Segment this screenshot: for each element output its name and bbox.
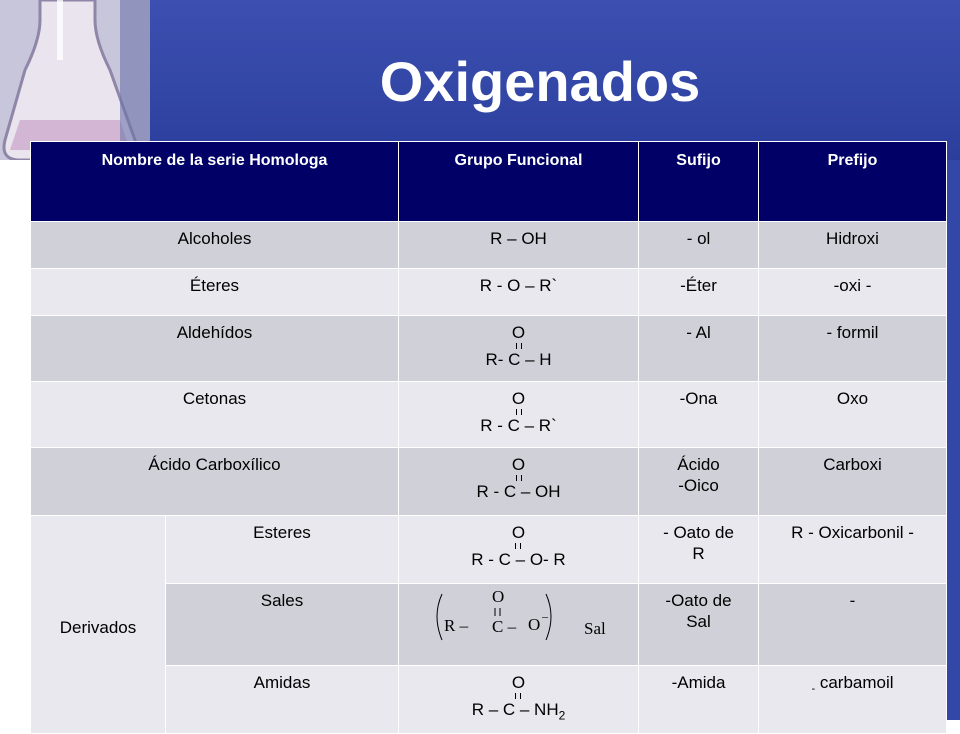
- row-prefix: -: [759, 584, 947, 666]
- suffix-line: Ácido: [677, 455, 720, 474]
- table-row: [31, 516, 947, 584]
- row-name: Sales: [166, 584, 399, 666]
- table-header-row: [31, 142, 947, 222]
- salt-sal: Sal: [583, 619, 606, 638]
- row-group: [399, 516, 639, 584]
- row-group: R – OH: [399, 222, 639, 269]
- row-suffix: - Al: [639, 316, 759, 382]
- row-name: Cetonas: [31, 382, 399, 448]
- row-group: R - O – R`: [399, 269, 639, 316]
- row-suffix: -Éter: [639, 269, 759, 316]
- row-group: [399, 584, 639, 666]
- header-grupo: Grupo Funcional: [399, 142, 639, 222]
- carbonyl-oxygen: O: [511, 323, 526, 342]
- derivados-label: Derivados: [31, 516, 166, 734]
- group-formula: R - C – OH: [476, 482, 561, 501]
- salt-charge: –: [541, 609, 548, 623]
- row-suffix: [639, 516, 759, 584]
- row-group: [399, 666, 639, 734]
- header-sufijo: Sufijo: [639, 142, 759, 222]
- amide-subscript: 2: [558, 708, 566, 723]
- carbonyl-oxygen: O: [511, 455, 526, 474]
- row-prefix: Hidroxi: [759, 222, 947, 269]
- row-name: Alcoholes: [31, 222, 399, 269]
- salt-oxygen-top: O: [491, 587, 504, 606]
- row-prefix: R - Oxicarbonil -: [759, 516, 947, 584]
- salt-r: R –: [443, 616, 468, 635]
- prefix-mark: -: [811, 683, 816, 695]
- header-nombre: Nombre de la serie Homologa: [31, 142, 399, 222]
- suffix-line: -Oico: [678, 476, 719, 495]
- double-bond-icon: [516, 409, 522, 415]
- double-bond-icon: [515, 693, 521, 699]
- carbonyl-oxygen: O: [511, 389, 526, 408]
- table-row: [31, 269, 947, 316]
- table-row: [31, 666, 947, 734]
- table-row: [31, 382, 947, 448]
- row-suffix: -Ona: [639, 382, 759, 448]
- double-bond-icon: [516, 475, 522, 481]
- flask-image: [0, 0, 150, 160]
- row-prefix: [759, 666, 947, 734]
- row-suffix: [639, 448, 759, 516]
- row-name: Amidas: [166, 666, 399, 734]
- row-name: Éteres: [31, 269, 399, 316]
- row-suffix: -Amida: [639, 666, 759, 734]
- row-name: Esteres: [166, 516, 399, 584]
- functional-groups-table: [30, 141, 947, 734]
- table-row: [31, 222, 947, 269]
- row-name: Aldehídos: [31, 316, 399, 382]
- row-prefix: - formil: [759, 316, 947, 382]
- carbonyl-oxygen: O: [511, 673, 526, 692]
- table-row: [31, 448, 947, 516]
- row-group: [399, 382, 639, 448]
- suffix-line: Sal: [686, 612, 711, 631]
- row-suffix: - ol: [639, 222, 759, 269]
- row-group: [399, 448, 639, 516]
- group-formula: [471, 700, 566, 723]
- row-group: [399, 316, 639, 382]
- group-formula: R - C – R`: [480, 416, 557, 435]
- group-formula: R - C – O- R: [471, 550, 566, 569]
- salt-o: O: [527, 615, 540, 634]
- carboxylate-salt-formula: [424, 586, 614, 648]
- double-bond-icon: [515, 543, 521, 549]
- salt-c: C –: [491, 617, 516, 636]
- suffix-line: -Oato de: [665, 591, 732, 610]
- suffix-line: - Oato de: [663, 523, 734, 542]
- table-row: [31, 316, 947, 382]
- row-name: Ácido Carboxílico: [31, 448, 399, 516]
- carbonyl-oxygen: O: [511, 523, 526, 542]
- group-formula: R- C – H: [485, 350, 552, 369]
- amide-formula: R – C – NH: [471, 700, 559, 719]
- row-prefix: -oxi -: [759, 269, 947, 316]
- slide-title: Oxigenados: [379, 50, 701, 113]
- row-prefix: Carboxi: [759, 448, 947, 516]
- prefix-text: carbamoil: [819, 673, 894, 692]
- header-prefijo: Prefijo: [759, 142, 947, 222]
- row-prefix: Oxo: [759, 382, 947, 448]
- row-suffix: [639, 584, 759, 666]
- right-border: [946, 160, 960, 720]
- table-row: [31, 584, 947, 666]
- double-bond-icon: [516, 343, 522, 349]
- suffix-line: R: [692, 544, 705, 563]
